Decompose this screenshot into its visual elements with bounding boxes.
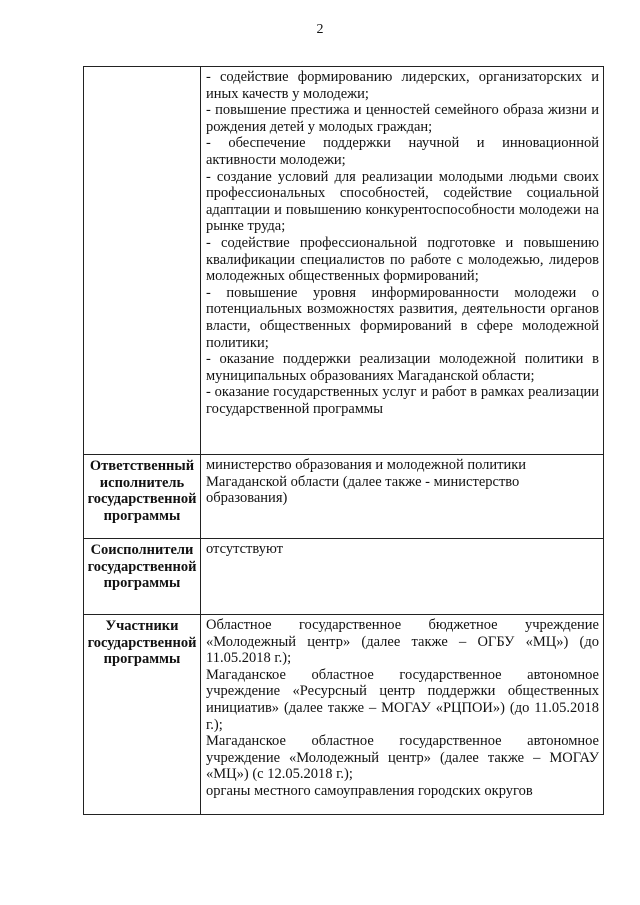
table-row-responsible-executor [84, 455, 604, 539]
participant-item: Магаданское областное государственное автономное учреждение «Молодежный центр» (далее также – МОГАУ «МЦ») (с 12.05.2018 г.); [206, 733, 599, 783]
participant-item: Магаданское областное государственное автономное учреждение «Ресурсный центр поддержки общественных инициатив» (далее также – МОГАУ «РЦПОИ») (до 11.05.2018 г.); [206, 666, 599, 733]
goals-list-cell [201, 67, 604, 455]
page-number: 2 [316, 22, 324, 37]
participants-list-cell [201, 615, 604, 815]
coexecutors-value: отсутствуют [201, 539, 604, 615]
table-row-goals [84, 67, 604, 455]
goal-item: - создание условий для реализации молодыми людьми своих профессиональных способностей, содействие социальной адаптации и повышению конкурентоспособности молодежи на рынке труда; [206, 168, 599, 235]
participants-label: Участники государственной программы [84, 615, 201, 815]
table-row-coexecutors [84, 539, 604, 615]
table-row-participants [84, 615, 604, 815]
goal-item: - оказание поддержки реализации молодежной политики в муниципальных образованиях Магаданской области; [206, 351, 599, 384]
goals-label-cell [84, 67, 201, 455]
goal-item: - обеспечение поддержки научной и инновационной активности молодежи; [206, 135, 599, 168]
goal-item: - содействие формированию лидерских, организаторских и иных качеств у молодежи; [206, 69, 599, 102]
goal-item: - повышение престижа и ценностей семейного образа жизни и рождения детей у молодых граждан; [206, 102, 599, 135]
program-passport-table [83, 66, 604, 815]
participant-item: органы местного самоуправления городских округов [206, 782, 533, 799]
goal-item: - повышение уровня информированности молодежи о потенциальных возможностях развития, деятельности органов власти, общественных формирований в сфере молодежной политики; [206, 284, 599, 351]
responsible-executor-label: Ответственный исполнитель государственной программы [84, 455, 201, 539]
responsible-executor-value: министерство образования и молодежной политики Магаданской области (далее также - министерство образования) [201, 455, 604, 539]
goal-item: - оказание государственных услуг и работ в рамках реализации государственной программы [206, 384, 599, 417]
goal-item: - содействие профессиональной подготовке и повышению квалификации специалистов по работе с молодежью, лидеров молодежных общественных формирований; [206, 234, 599, 285]
participant-item: Областное государственное бюджетное учреждение «Молодежный центр» (далее также – ОГБУ «МЦ») (до 11.05.2018 г.); [206, 617, 599, 667]
coexecutors-label: Соисполнители государственной программы [84, 539, 201, 615]
